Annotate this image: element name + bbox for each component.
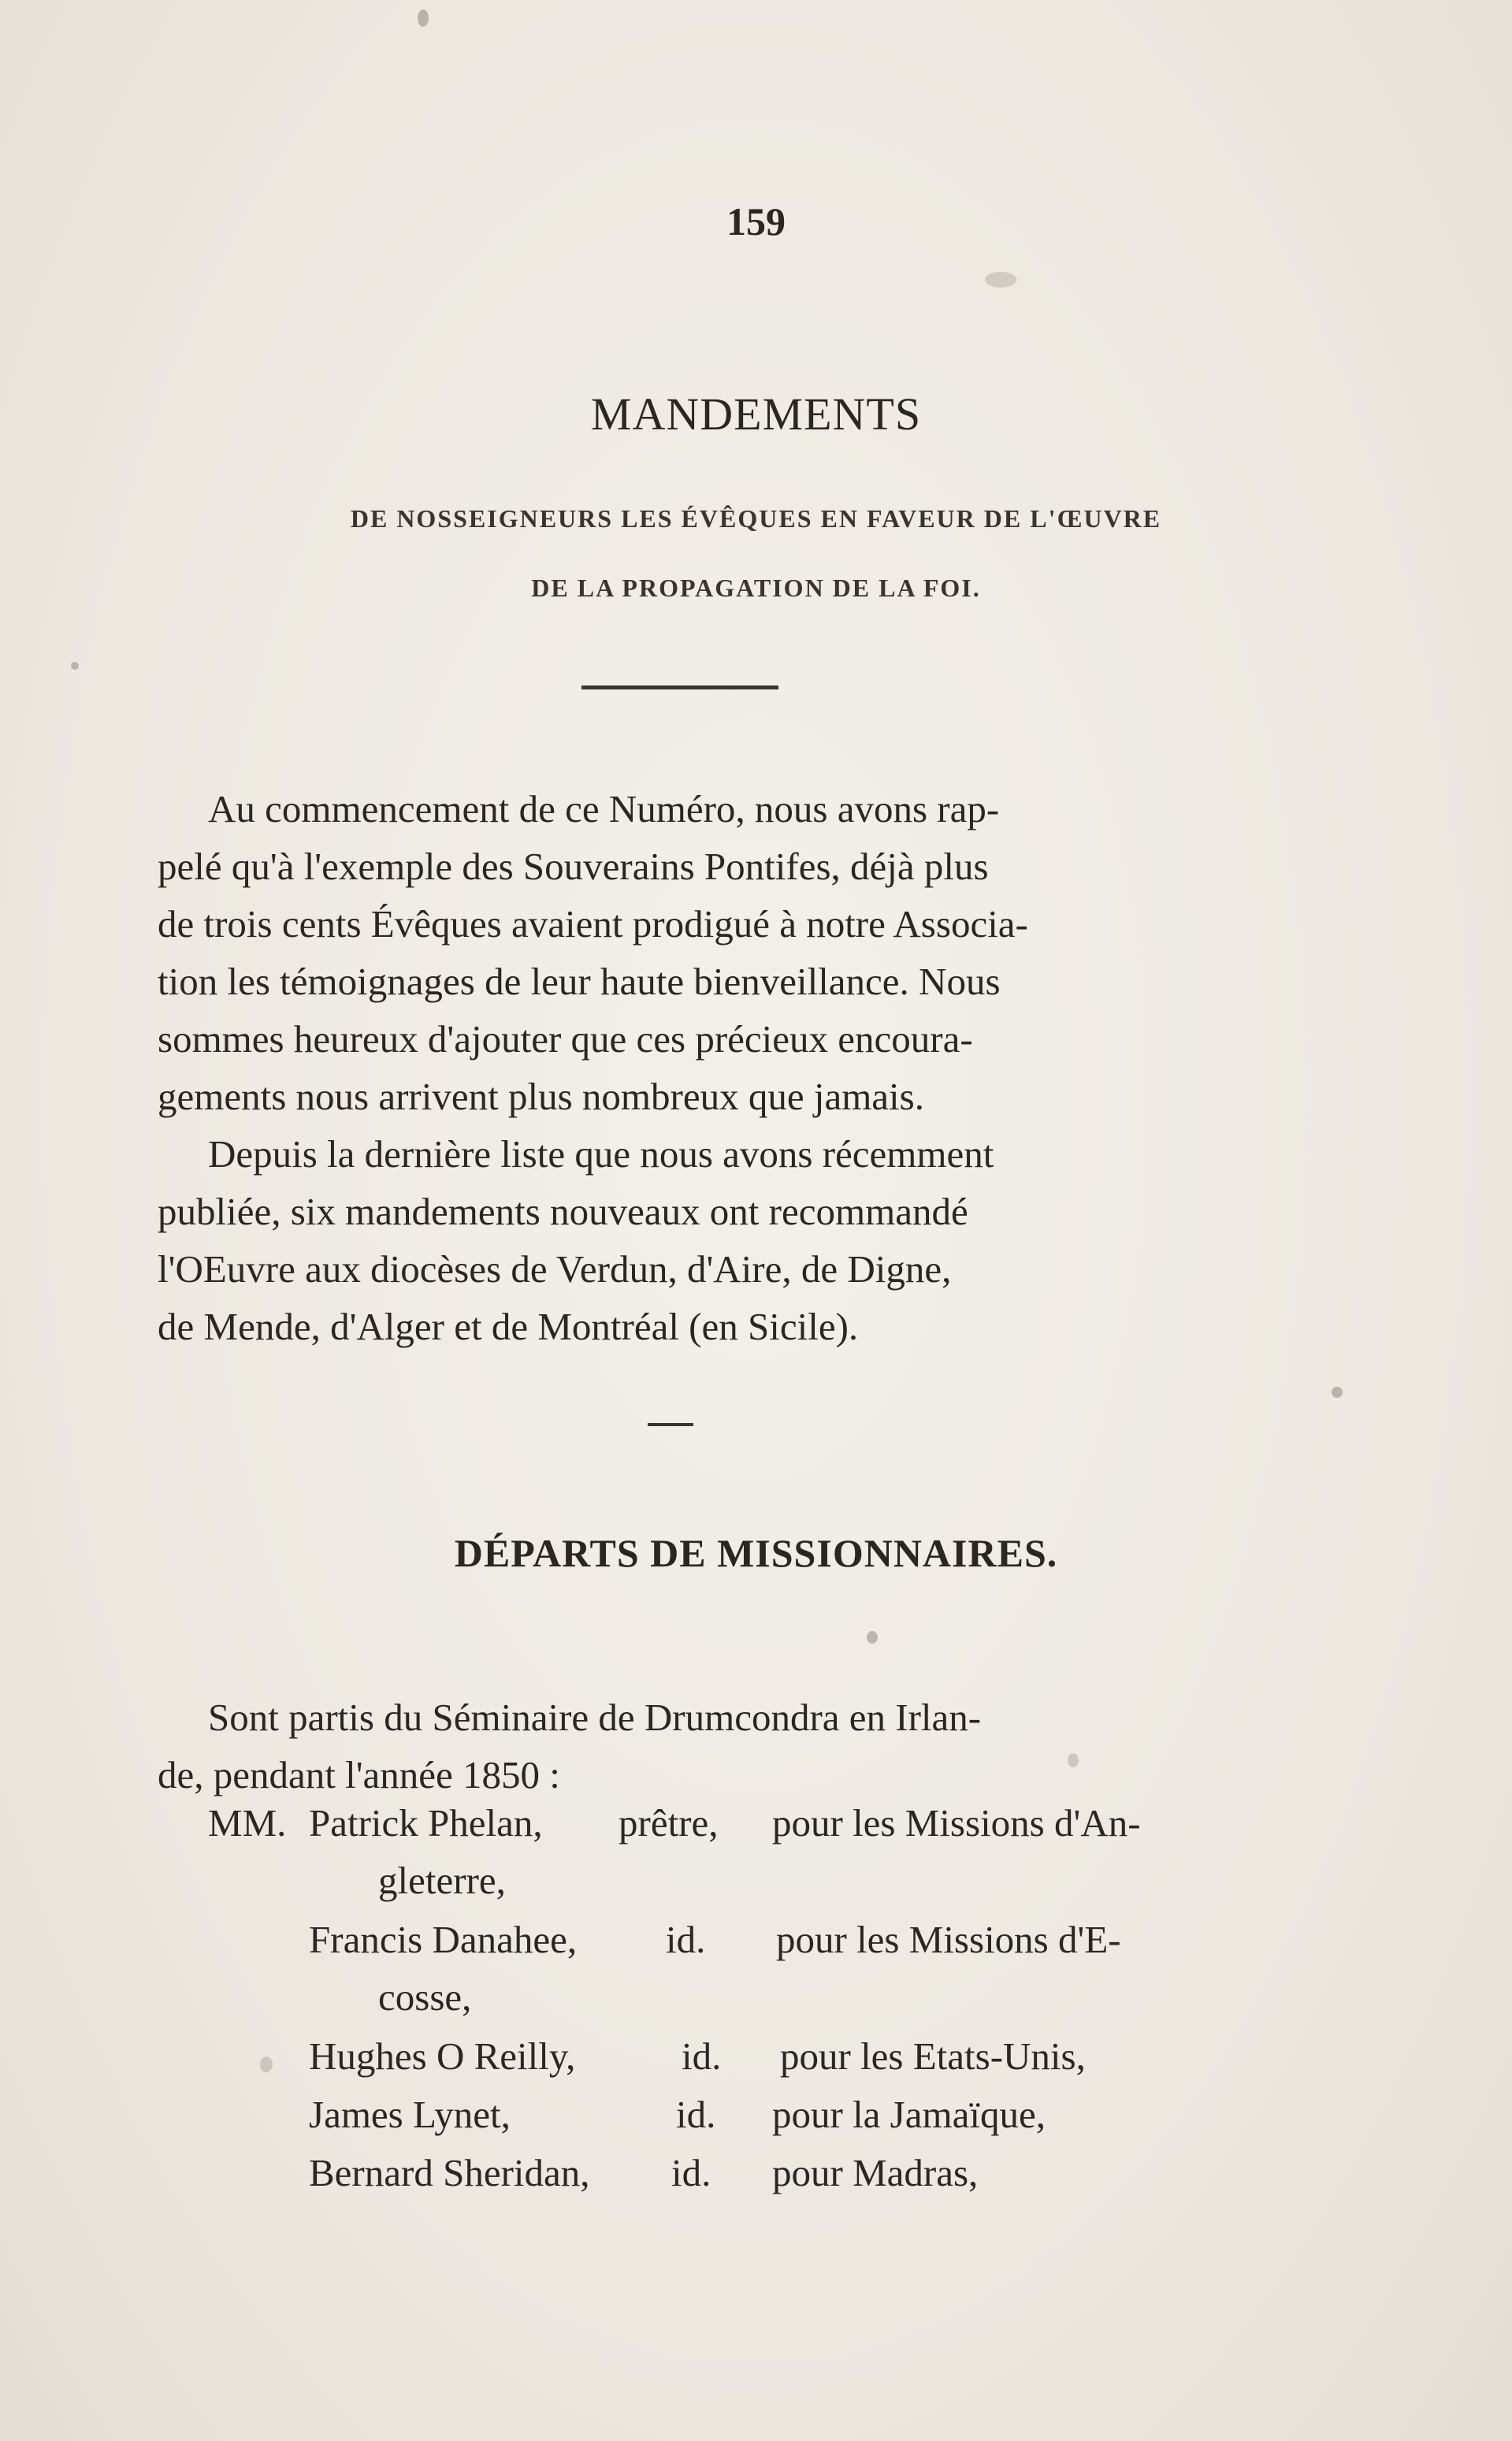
missionary-destination: pour Madras, [772, 2151, 979, 2194]
section-subtitle-line2: DE LA PROPAGATION DE LA FOI. [531, 574, 981, 602]
paragraph-mandements [158, 780, 1194, 1125]
section-divider [581, 685, 778, 689]
missionary-destination: pour les Missions d'E- [776, 1918, 1121, 1961]
text-line: l'OEuvre aux diocèses de Verdun, d'Aire, de Digne, [158, 1247, 952, 1291]
text-line: Depuis la dernière liste que nous avons récemment [208, 1132, 994, 1176]
missionary-destination: pour les Missions d'An- [772, 1801, 1141, 1845]
paragraph-new-mandements [158, 1125, 1194, 1355]
missionary-role: id. [676, 2093, 716, 2136]
paper-speck [985, 272, 1016, 288]
text-line: de, pendant l'année 1850 : [158, 1753, 560, 1796]
section-title: MANDEMENTS [590, 388, 922, 440]
text-line: pelé qu'à l'exemple des Souverains Pontifes, déjà plus [158, 845, 989, 888]
missionary-name: Hughes O Reilly, [309, 2034, 576, 2078]
text-line: de Mende, d'Alger et de Montréal (en Sicile). [158, 1305, 859, 1348]
paper-speck [418, 9, 429, 27]
missionary-name: Francis Danahee, [309, 1918, 578, 1961]
text-line: Au commencement de ce Numéro, nous avons rap- [208, 787, 1000, 830]
text-line: publiée, six mandements nouveaux ont recommandé [158, 1190, 968, 1233]
section-heading-departures: DÉPARTS DE MISSIONNAIRES. [454, 1531, 1058, 1575]
missionary-destination-cont: cosse, [378, 1975, 472, 2019]
missionary-name: Bernard Sheridan, [309, 2151, 590, 2194]
missionary-name: James Lynet, [309, 2093, 511, 2136]
missionary-name: Patrick Phelan, [309, 1801, 543, 1845]
paper-speck [867, 1631, 878, 1644]
text-line: Sont partis du Séminaire de Drumcondra en Irlan- [208, 1696, 982, 1739]
section-subtitle-line1: DE NOSSEIGNEURS LES ÉVÊQUES EN FAVEUR DE L'ŒUVRE [350, 504, 1162, 533]
missionary-role: id. [682, 2034, 722, 2078]
paper-speck [260, 2056, 273, 2072]
text-line: tion les témoignages de leur haute bienveillance. Nous [158, 960, 1001, 1003]
section-divider-small [648, 1423, 693, 1426]
entry-prefix: MM. [208, 1801, 287, 1845]
text-line: sommes heureux d'ajouter que ces précieux encoura- [158, 1017, 973, 1061]
missionary-destination: pour la Jamaïque, [772, 2093, 1046, 2136]
missionary-destination: pour les Etats-Unis, [780, 2034, 1086, 2078]
page-number: 159 [726, 199, 786, 243]
paragraph-departures [158, 1689, 1194, 1804]
text-line: de trois cents Évêques avaient prodigué à notre Associa- [158, 902, 1028, 946]
text-line: gements nous arrivent plus nombreux que jamais. [158, 1075, 924, 1118]
paper-speck [1332, 1387, 1343, 1398]
missionary-role: id. [666, 1918, 706, 1961]
missionary-role: id. [671, 2151, 711, 2194]
missionary-destination-cont: gleterre, [378, 1859, 506, 1902]
missionary-role: prêtre, [619, 1801, 719, 1845]
paper-speck [71, 662, 79, 670]
